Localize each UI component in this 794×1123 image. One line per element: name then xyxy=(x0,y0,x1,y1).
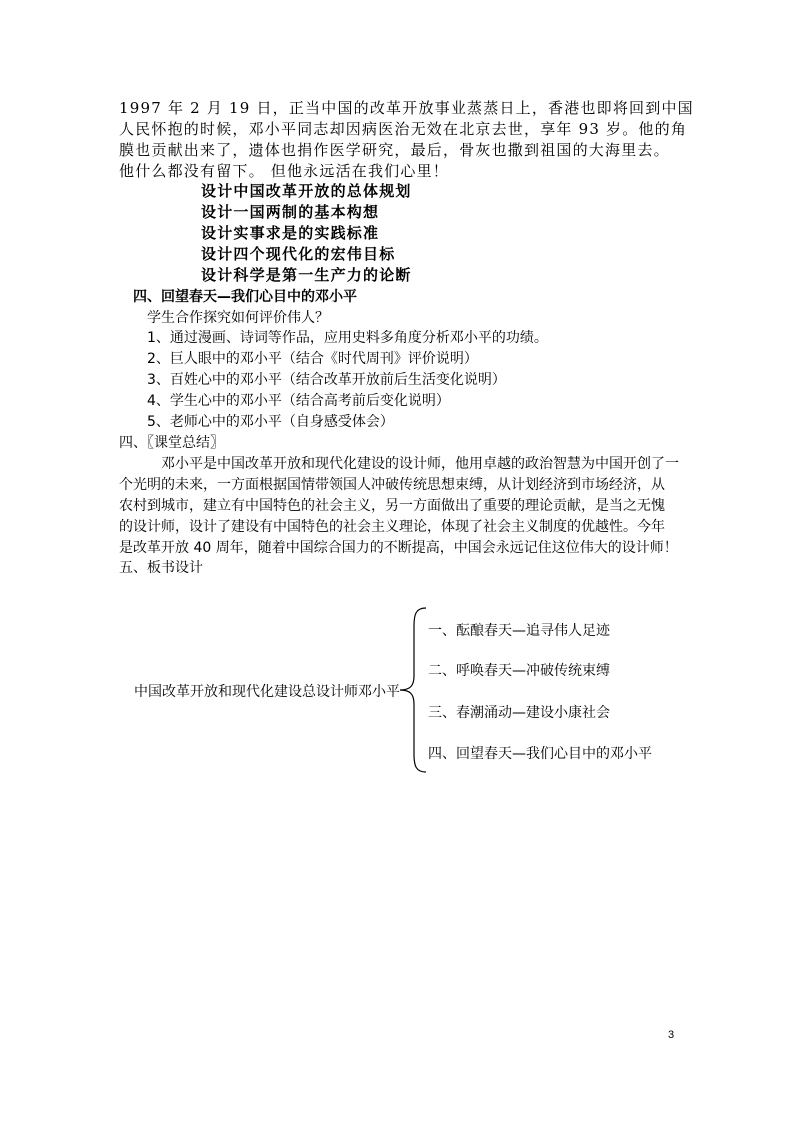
section4-intro: 学生合作探究如何评价伟人？ xyxy=(147,310,329,326)
design-line-1: 设计中国改革开放的总体规划 xyxy=(201,182,412,200)
section4-item-3: 3、百姓心中的邓小平（结合改革开放前后生活变化说明） xyxy=(147,372,506,388)
board-item-1: 一、酝酿春天—追寻伟人足迹 xyxy=(428,623,610,639)
section4-item-1: 1、通过漫画、诗词等作品，应用史料多角度分析邓小平的功绩。 xyxy=(147,330,548,346)
curly-brace-icon xyxy=(398,606,428,774)
summary-heading: 四、〖课堂总结〗 xyxy=(119,435,224,451)
board-item-4: 四、回望春天—我们心目中的邓小平 xyxy=(428,746,652,762)
board-center-title: 中国改革开放和现代化建设总设计师邓小平 xyxy=(134,684,400,700)
design-line-3: 设计实事求是的实践标准 xyxy=(201,224,380,242)
board-item-2: 二、呼唤春天—冲破传统束缚 xyxy=(428,663,610,679)
design-line-4: 设计四个现代化的宏伟目标 xyxy=(201,245,396,263)
intro-line-1: 1997 年 2 月 19 日，正当中国的改革开放事业蒸蒸日上，香港也即将回到中国 xyxy=(119,99,694,117)
design-line-5: 设计科学是第一生产力的论断 xyxy=(201,266,412,284)
intro-line-2: 人民怀抱的时候，邓小平同志却因病医治无效在北京去世，享年 93 岁。他的角 xyxy=(119,120,688,138)
section4-item-5: 5、老师心中的邓小平（自身感受体会） xyxy=(147,414,394,430)
page-number: 3 xyxy=(668,1029,675,1041)
summary-line-3: 农村到城市，建立有中国特色的社会主义，另一方面做出了重要的理论贡献，是当之无愧 xyxy=(119,498,665,514)
summary-line-2: 个光明的未来，一方面根据国情带领国人冲破传统思想束缚，从计划经济到市场经济，从 xyxy=(119,477,665,493)
board-heading: 五、板书设计 xyxy=(119,560,203,576)
design-line-2: 设计一国两制的基本构想 xyxy=(201,203,380,221)
summary-line-4: 的设计师，设计了建设有中国特色的社会主义理论，体现了社会主义制度的优越性。今年 xyxy=(119,519,665,535)
section4-heading: 四、回望春天—我们心目中的邓小平 xyxy=(133,289,357,305)
summary-line-5: 是改革开放 40 周年，随着中国综合国力的不断提高，中国会永远记住这位伟大的设计师！ xyxy=(119,540,678,556)
section4-item-4: 4、学生心中的邓小平（结合高考前后变化说明） xyxy=(147,393,450,409)
summary-line-1: 邓小平是中国改革开放和现代化建设的设计师，他用卓越的政治智慧为中国开创了一 xyxy=(161,456,679,472)
board-item-3: 三、春潮涌动—建设小康社会 xyxy=(428,705,610,721)
section4-item-2: 2、巨人眼中的邓小平（结合《时代周刊》评价说明） xyxy=(147,351,478,367)
intro-line-3: 膜也贡献出来了，遗体也捐作医学研究，最后，骨灰也撒到祖国的大海里去。 xyxy=(119,141,670,159)
intro-line-4: 他什么都没有留下。 但他永远活在我们心里！ xyxy=(119,162,449,180)
